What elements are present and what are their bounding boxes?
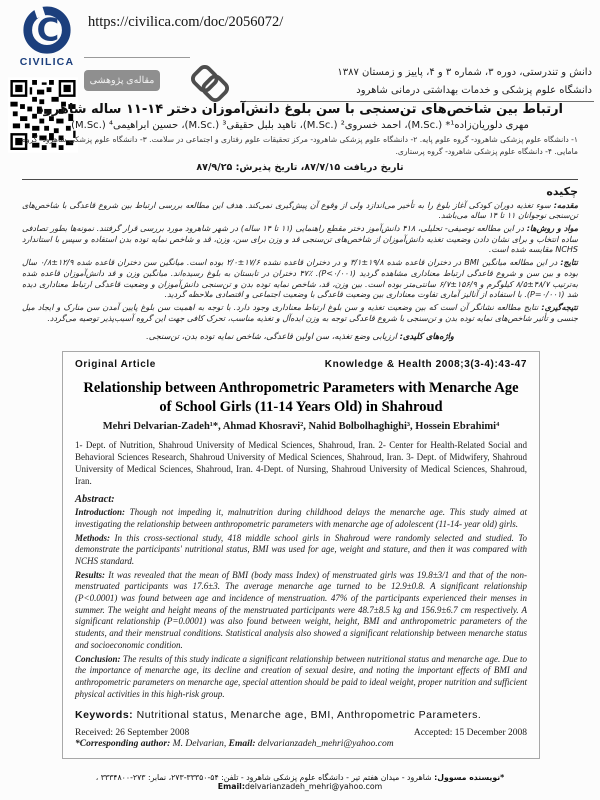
section-label: نتایج: xyxy=(560,258,579,268)
keywords-text: Nutritional status, Menarche age, BMI, Anthropometric Parameters. xyxy=(136,709,482,722)
english-keywords xyxy=(75,709,527,721)
section-label: Conclusion: xyxy=(75,653,121,664)
section-divider xyxy=(22,179,578,180)
section-label: Introduction: xyxy=(75,507,126,518)
keywords-label: واژه‌های کلیدی: xyxy=(399,331,454,342)
section-text: In this cross-sectional study, 418 middle school girls in Shahroud were randomly selected and studied. To demonstrate the participants' nutritional status, BMI was used for age, weight and stature, and then it was compared with NCHS standard. xyxy=(75,532,527,566)
civilica-logo-icon xyxy=(18,6,76,58)
persian-keywords xyxy=(22,331,578,341)
corresponding-author-line xyxy=(75,739,527,749)
persian-methods-paragraph xyxy=(22,224,578,256)
english-abstract-box xyxy=(62,351,540,759)
english-methods-paragraph xyxy=(75,533,527,568)
article-dates xyxy=(75,728,527,738)
persian-affiliations: ۱- دانشگاه علوم پزشکی شاهرود- گروه علوم پایه. ۲- دانشگاه علوم پزشکی شاهرود- مرکز تحقیقات علوم رفتاری و اجتماعی در سلامت. ۳- دانشگاه علوم پزشکی شاهرود- گروه مامایی. ۴- دانشگاه علوم پزشکی شاهرود- گروه پرستاری. xyxy=(22,135,578,156)
persian-introduction-paragraph xyxy=(22,201,578,222)
english-abstract-heading: Abstract: xyxy=(75,494,115,506)
english-conclusion-paragraph xyxy=(75,654,527,701)
section-text: نتایج مطالعه نشانگر آن است که بین وضعیت تغذیه و سن بلوغ ارتباط معناداری وجود دارد. با توجه به اهمیت سن بلوغ پایین آمدن سن منارک و ایجاد میل جنسی و تأثیر شاخص‌های نمایه توده بدن و تن‌سنجی با شروع قاعدگی توجه به وزن ایده‌آل و تغذیه مناسب، تحرک کافی جهت این گروه آسیب‌پذیر توصیه می‌گردد. xyxy=(22,303,578,323)
citation-text: Knowledge & Health 2008;3(3-4):43-47 xyxy=(324,359,527,371)
english-authors: Mehri Delvarian-Zadeh¹*, Ahmad Khosravi², Nahid Bolbolhaghighi³, Hossein Ebrahimi⁴ xyxy=(102,420,500,432)
civilica-wordmark: CIVILICA xyxy=(19,56,75,68)
journal-university-line: دانشگاه علوم پزشکی و خدمات بهداشتی درمانی شاهرود xyxy=(356,84,592,96)
section-label: Methods: xyxy=(75,532,111,543)
journal-issue-line: دانش و تندرستی، دوره ۳، شماره ۳ و ۴، پاییز و زمستان ۱۳۸۷ xyxy=(337,67,592,78)
corresponding-email: delvarianzadeh_mehri@yahoo.com xyxy=(257,739,394,750)
persian-results-paragraph xyxy=(22,258,578,301)
corresponding-label: *Corresponding author: xyxy=(75,739,171,750)
english-title: Relationship between Anthropometric Parameters with Menarche Age of School Girls (11-14 Years Old) in Shahroud xyxy=(83,380,519,415)
footer-contact-label: *نویسنده مسوول: xyxy=(434,773,505,783)
english-introduction-paragraph xyxy=(75,507,527,530)
header-divider xyxy=(84,57,190,58)
document-url-link[interactable]: https://civilica.com/doc/2056072/ xyxy=(88,14,284,30)
email-label: Email: xyxy=(228,739,256,750)
accepted-date: Accepted: 15 December 2008 xyxy=(413,728,527,739)
keywords-text: ارزیابی وضع تغذیه، سن اولین قاعدگی، شاخص نمایه توده بدن، تن‌سنجی. xyxy=(146,331,397,342)
svg-text:C: C xyxy=(36,12,60,49)
received-date: Received: 26 September 2008 xyxy=(75,728,190,739)
keywords-label: Keywords: xyxy=(75,709,134,722)
section-text: Though not impeding it, malnutrition during childhood delays the menarche age. This study aimed at investigating the relationship between anthropometric parameters with menarche age of adolescent (11-14- year old) girls. xyxy=(75,507,528,529)
article-type-label: Original Article xyxy=(75,359,156,371)
section-text: سوء تغذیه دوران کودکی آغاز بلوغ را به تأخیر می‌اندازد ولی از وقوع آن پیش‌گیری نمی‌کند. هدف این مطالعه بررسی ارتباط بین شروع قاعدگی با شاخص‌های تن‌سنجی نوجوانان ۱۱ تا ۱۴ ساله می‌باشد. xyxy=(22,200,578,221)
persian-dates: تاریخ دریافت ۸۷/۷/۱۵، تاریخ پذیرش: ۸۷/۹/۲۵ xyxy=(196,161,404,173)
persian-authors: مهری دلوریان‌زاده¹* (.M.Sc)، احمد خسروی² (.M.Sc)، ناهید بلبل حقیقی³ (.M.Sc)، حسین ابراهیمی⁴ (.M.Sc) xyxy=(71,120,529,131)
footer-contact-text: شاهرود - میدان هفتم تیر - دانشگاه علوم پزشکی شاهرود - تلفن: ۵۴-۳۳۳۵۰-۲۷۳، نمابر: ۲۷۳-۳۳۳۴۸۰۰ ، xyxy=(95,773,432,783)
section-text: در این مطالعه میانگین BMI در دختران قاعده شده ۱۹/۸±۳/۱ و در دختران قاعده نشده ۱۷/۶±۲/۰ بوده است. میانگین سن دختران قاعده شده ۱۲/۹±۰/۸ سال بوده و بین سن و شروع قاعدگی ارتباط معناداری مشاهده گردید (P<۰/۰۰۱). ۴۷٪ دختران در تابستان به بلوغ رسیده‌اند. میانگین وزن و قد دانش‌آموزان قاعده شده به‌ترتیب ۴۸/۷±۸/۵ کیلوگرم و ۱۵۶/۹±۶/۷ سانتی‌متر بوده است. بین وزن، قد، شاخص نمایه توده بدن و تن‌سنجی دانش‌آموزان و وضعیت قاعدگی ارتباط معناداری دیده شد (P=۰/۰۰۱). با استفاده از آنالیز آماری تفاوت معناداری بین وضعیت قاعدگی با وضعیت اجتماعی و اقتصادی ملاحظه گردید. xyxy=(22,258,579,300)
section-label: مواد و روش‌ها: xyxy=(526,223,579,233)
persian-title: ارتباط بین شاخص‌های تن‌سنجی با سن بلوغ دانش‌آموزان دختر ۱۴-۱۱ ساله شاهرود xyxy=(36,102,564,117)
section-label: مقدمه: xyxy=(553,200,579,210)
persian-abstract-heading: چکیده xyxy=(546,184,578,198)
civilica-logo xyxy=(12,6,82,68)
corresponding-author: M. Delvarian, xyxy=(172,739,227,750)
page-footer xyxy=(22,773,578,791)
journal-logo-icon xyxy=(187,62,233,106)
section-label: نتیجه‌گیری: xyxy=(541,303,578,312)
section-text: The results of this study indicate a significant relationship between nutritional status and menarche age. Due to the importance of menarche age, its decline and creation of sexual desire, and noting the important effects of BMI and anthropometric parameters on menarche age, special attention should be paid to ideal weight, proper nutrition and sufficient physical activities in this high-risk group. xyxy=(75,653,528,699)
english-box-header xyxy=(75,359,527,370)
section-text: در این مطالعه توصیفی- تحلیلی، ۴۱۸ دانش‌آموز دختر مقطع راهنمایی (۱۱ تا ۱۴ ساله) در شهر شاهرود مورد بررسی قرار گرفتند. نمونه‌ها بطور تصادفی ساده انتخاب و برای نشان دادن وضعیت تغذیه دانش‌آموزان از شاخص‌های تن‌سنجی قد و وزن برای سن، وزن، قد و شاخص نمایه توده بدن استفاده و سپس با استاندارد NCHS مقایسه شده است. xyxy=(22,223,578,255)
footer-email: delvarianzadeh_mehri@yahoo.com xyxy=(244,782,383,792)
section-label: Results: xyxy=(75,569,106,580)
journal-info xyxy=(232,64,592,99)
persian-conclusion-paragraph xyxy=(22,303,578,324)
english-affiliations: 1- Dept. of Nutrition, Shahroud University of Medical Sciences, Shahroud, Iran. 2- Center for Health-Related Social and Behavioral Sciences Research, Shahroud University of Medical Sciences, Shahroud, Iran. 3- Dept. of Midwifery, Shahroud University of Medical Sciences, Shahroud, Iran. 4-Dept. of Nursing, Shahroud University of Medical Sciences, Shahroud, Iran. xyxy=(75,439,527,487)
section-text: It was revealed that the mean of BMI (body mass Index) of menstruated girls was 19.8±3/1 and that of the non-menstruated participants was 17.6±3. The average menarche age turned to be 12.9±0.8. A significant relationship (P<0.0001) was found between age and incidence of menstruation. 47% of the participants experienced their menses in summer. The weight and height means of the menstruated participants were 48.7±8.5 kg and 156.9±6.7 cm respectively. A significant relationship (P=0.0001) was also found between weight, height, BMI and anthropometric parameters of the students, and their menstrual conditions. Statistical analysis also showed a significant relationship between menarche status and socioeconomic condition. xyxy=(75,569,528,650)
english-results-paragraph xyxy=(75,570,527,652)
article-type-badge[interactable]: مقاله‌ی پژوهشی xyxy=(84,70,160,91)
article-content xyxy=(22,102,578,791)
footer-email-label: Email: xyxy=(217,782,245,792)
